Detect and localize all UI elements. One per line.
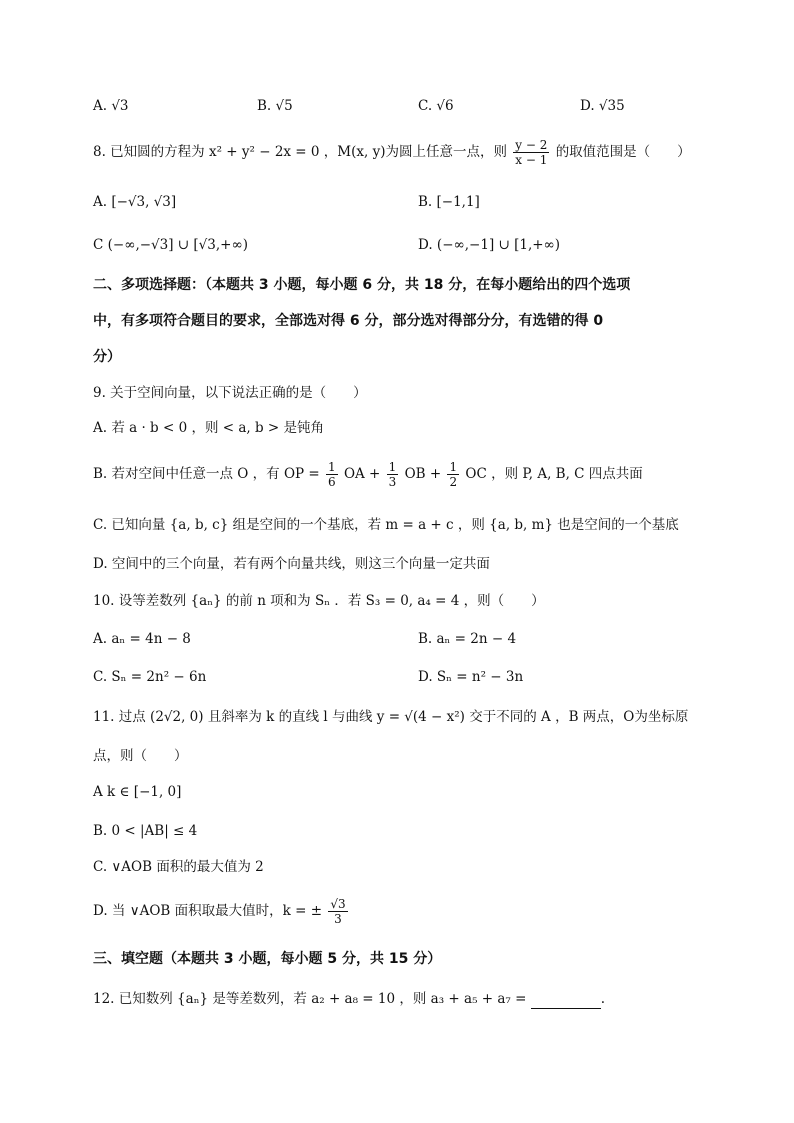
- q8-fraction: [513, 138, 549, 167]
- q11-d-num: √3: [330, 897, 346, 911]
- q8-option-b: B. [−1,1]: [418, 194, 480, 210]
- q11-stem-line2: 点，则（ ）: [93, 748, 188, 764]
- section2-heading-line3: 分）: [93, 349, 121, 365]
- q8-stem-suffix: 的取值范围是（ ）: [555, 144, 691, 160]
- q9-b-term-2: OB +: [404, 466, 442, 482]
- q8-option-d: D. (−∞,−1] ∪ [1,+∞): [418, 237, 561, 253]
- q12-stem: [93, 989, 605, 1009]
- q10-option-b: B. aₙ = 2n − 4: [418, 631, 517, 647]
- q12-end: .: [600, 991, 606, 1007]
- q7-option-d: D. √35: [580, 98, 625, 114]
- q8-stem-prefix: 8. 已知圆的方程为 x² + y² − 2x = 0 ，M(x, y)为圆上任意一点，则: [93, 144, 507, 160]
- q8-option-a: A. [−√3, √3]: [93, 194, 177, 210]
- q8-frac-num: y − 2: [515, 138, 548, 152]
- q11-option-a: A k ∈ [−1, 0]: [93, 784, 182, 800]
- q9-option-d: D. 空间中的三个向量，若有两个向量共线，则这三个向量一定共面: [93, 556, 490, 572]
- q9-b-f3-num: 1: [449, 460, 458, 474]
- q9-b-fraction-2: [387, 460, 399, 489]
- q10-option-d: D. Sₙ = n² − 3n: [418, 669, 524, 685]
- q9-b-f3-den: 2: [449, 475, 458, 489]
- q8-stem: [93, 136, 691, 168]
- q9-option-b: [93, 457, 643, 491]
- q8-frac-den: x − 1: [515, 153, 548, 167]
- q10-stem: 10. 设等差数列 {aₙ} 的前 n 项和为 Sₙ ．若 S₃ = 0, a₄ = 4 ，则（ ）: [93, 593, 545, 609]
- q9-b-fraction-1: [326, 460, 338, 489]
- q10-option-c: C. Sₙ = 2n² − 6n: [93, 669, 207, 685]
- q11-option-b: B. 0 < |AB| ≤ 4: [93, 823, 198, 839]
- q9-option-a: A. 若 a · b < 0 ，则 < a, b > 是钝角: [93, 420, 325, 436]
- q11-option-c: C. ∨AOB 面积的最大值为 2: [93, 859, 264, 875]
- section2-heading-line1: 二、多项选择题：（本题共 3 小题，每小题 6 分，共 18 分，在每小题给出的四个选项: [93, 277, 631, 293]
- q11-d-den: 3: [334, 912, 342, 926]
- q11-option-d: [93, 893, 350, 929]
- q7-option-a: A. √3: [93, 98, 129, 114]
- q12-answer-blank[interactable]: [531, 994, 601, 1009]
- q9-b-f1-den: 6: [328, 475, 336, 489]
- q11-d-fraction: [328, 897, 347, 926]
- q9-b-term-3: OC ，则 P, A, B, C 四点共面: [465, 466, 643, 482]
- q9-b-prefix: B. 若对空间中任意一点 O ，有 OP =: [93, 466, 320, 482]
- q7-option-c: C. √6: [418, 98, 454, 114]
- q10-option-a: A. aₙ = 4n − 8: [93, 631, 191, 647]
- q9-b-f1-num: 1: [328, 460, 336, 474]
- q9-b-fraction-3: [447, 460, 459, 489]
- q9-stem: 9. 关于空间向量，以下说法正确的是（ ）: [93, 385, 367, 401]
- q7-option-b: B. √5: [257, 98, 293, 114]
- q9-option-c: C. 已知向量 {a, b, c} 组是空间的一个基底，若 m = a + c ，则 {a, b, m} 也是空间的一个基底: [93, 517, 679, 533]
- q11-d-prefix: D. 当 ∨AOB 面积取最大值时，k = ±: [93, 903, 323, 919]
- q8-option-c: C (−∞,−√3] ∪ [√3,+∞): [93, 237, 248, 253]
- section2-heading-line2: 中，有多项符合题目的要求，全部选对得 6 分，部分选对得部分分，有选错的得 0: [93, 313, 604, 329]
- q12-stem-text: 12. 已知数列 {aₙ} 是等差数列，若 a₂ + a₈ = 10 ，则 a₃ + a₅ + a₇ =: [93, 991, 527, 1007]
- q9-b-term-1: OA +: [343, 466, 381, 482]
- q11-stem-line1: 11. 过点 (2√2, 0) 且斜率为 k 的直线 l 与曲线 y = √(4 − x²) 交于不同的 A ，B 两点，O为坐标原: [93, 709, 689, 725]
- q9-b-f2-num: 1: [388, 460, 397, 474]
- q9-b-f2-den: 3: [388, 475, 397, 489]
- section3-heading: 三、填空题（本题共 3 小题，每小题 5 分，共 15 分）: [93, 951, 442, 967]
